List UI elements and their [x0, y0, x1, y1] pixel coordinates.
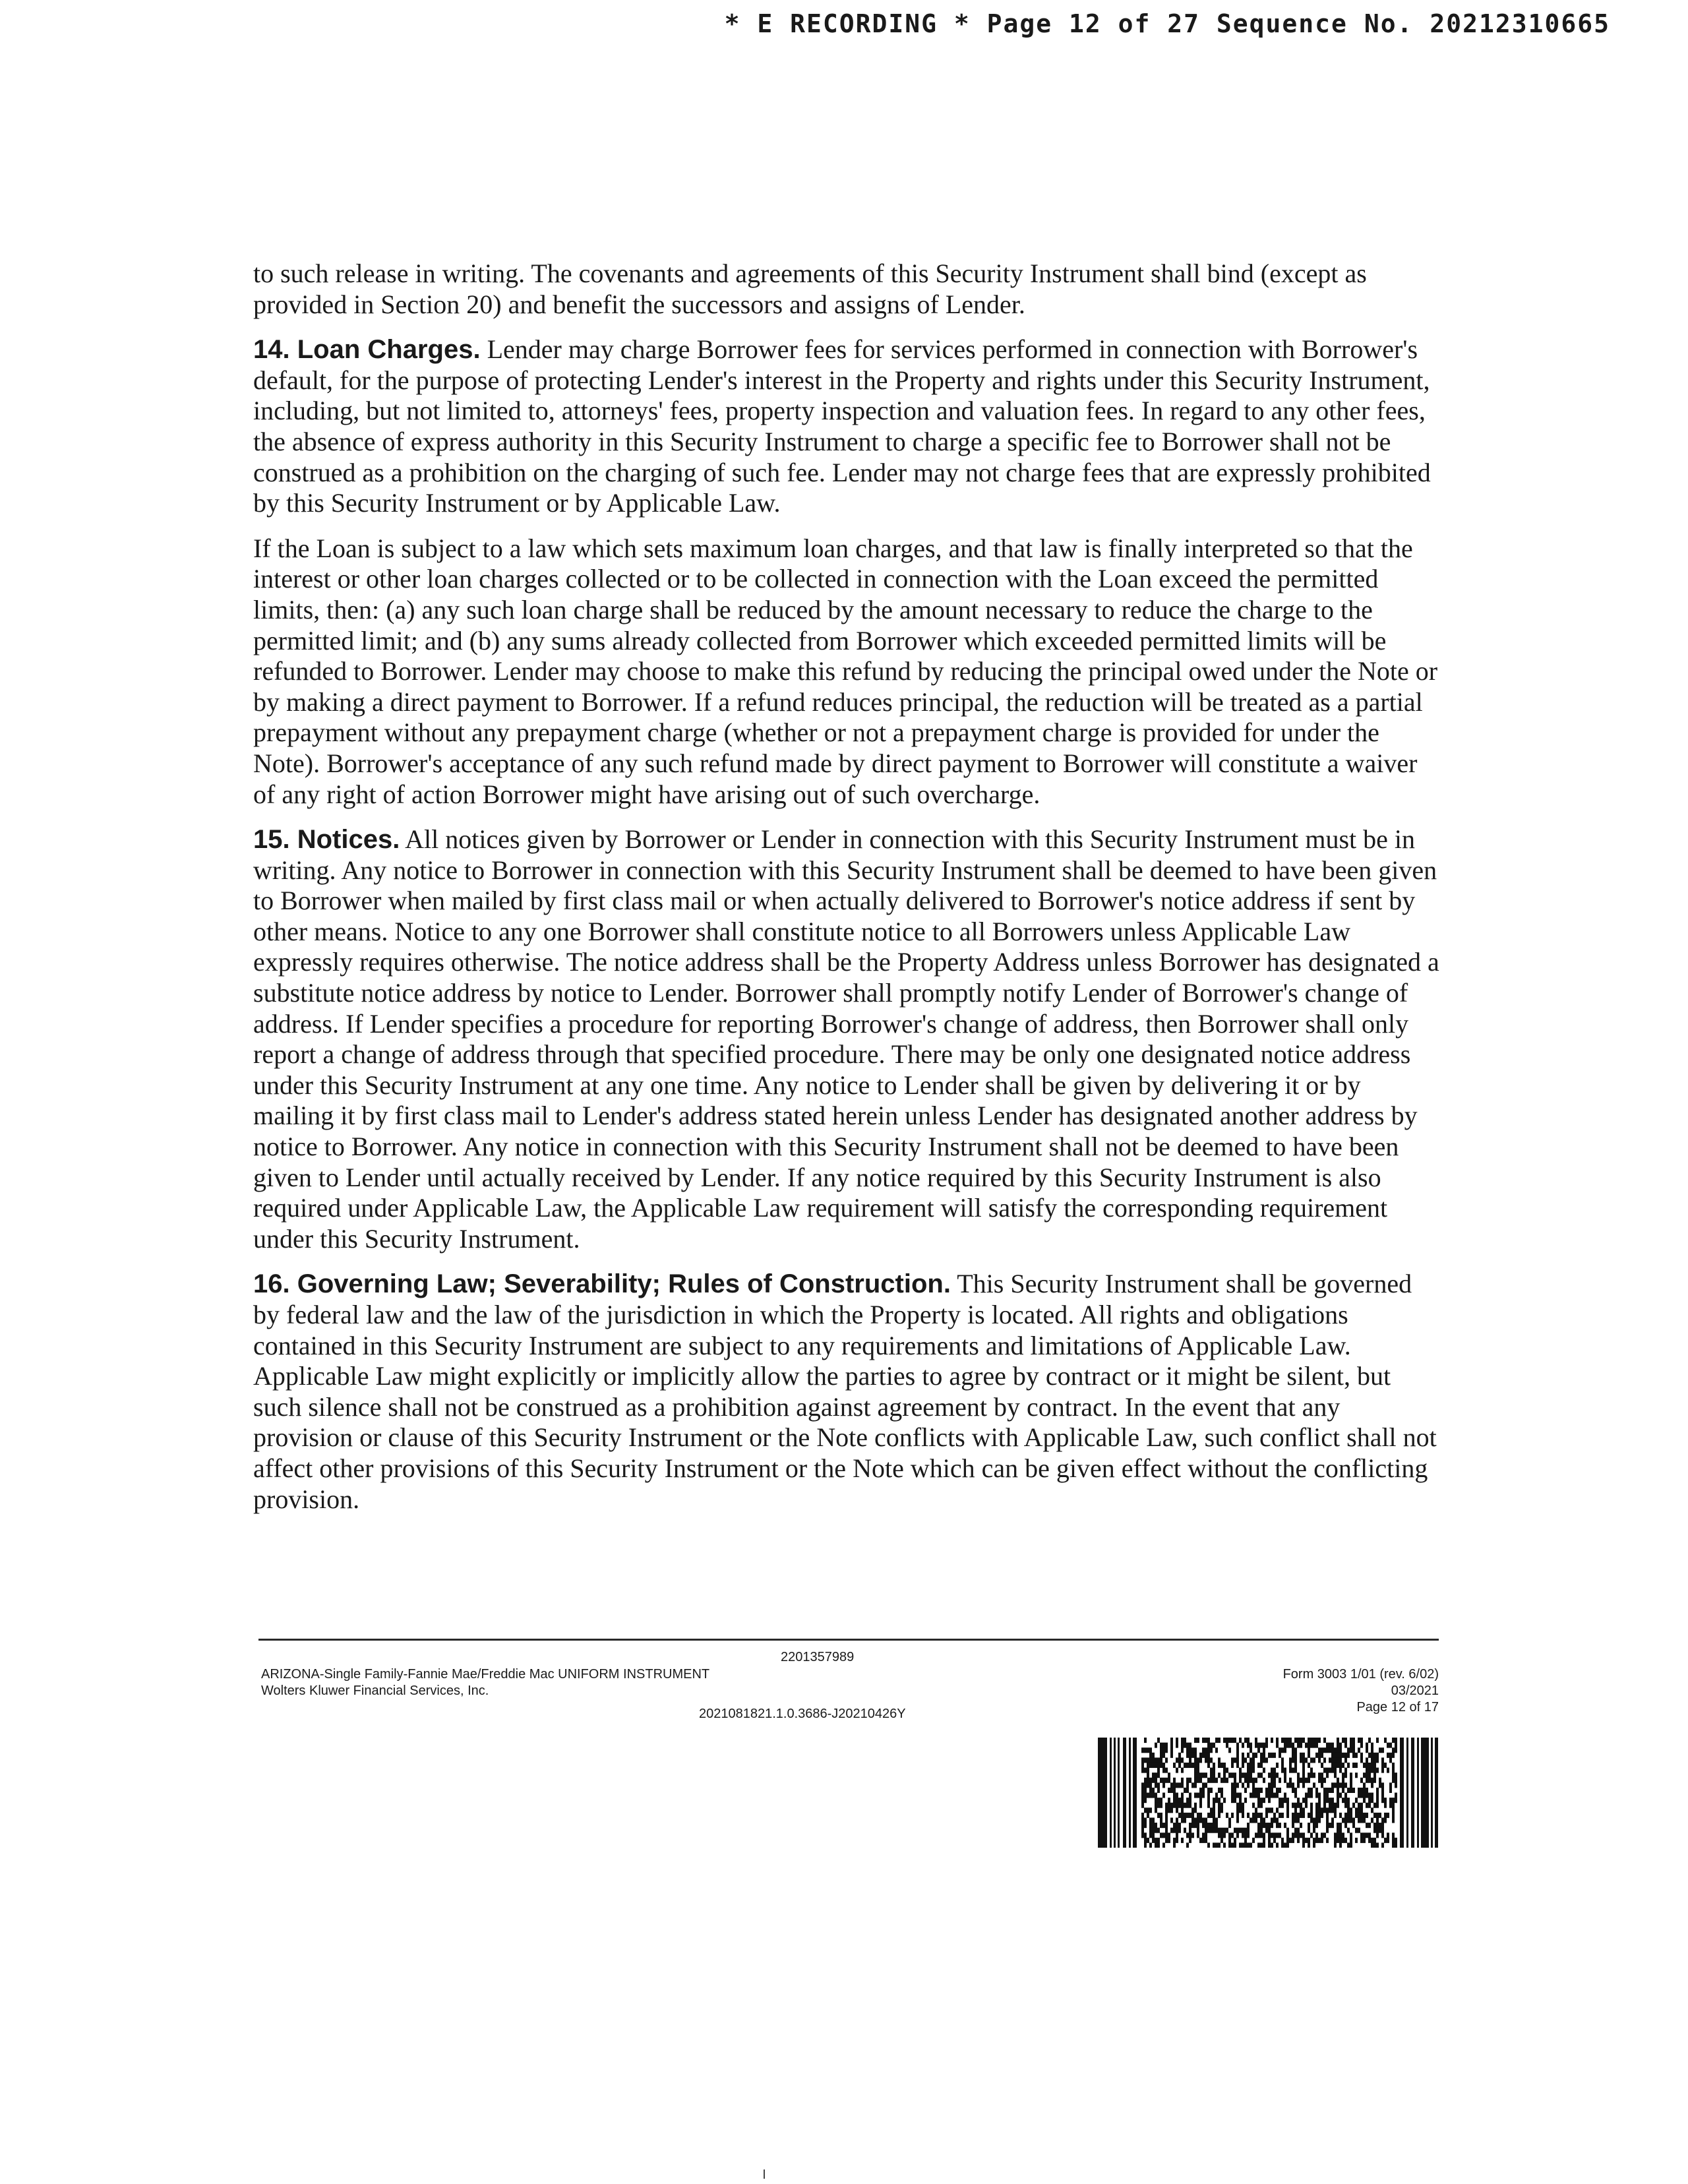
section-15-title: 15. Notices. [253, 825, 400, 855]
footer-divider [258, 1639, 1439, 1641]
section-14-title: 14. Loan Charges. [253, 335, 481, 365]
footer-form-number: Form 3003 1/01 (rev. 6/02) [1282, 1667, 1439, 1682]
section-15-text: All notices given by Borrower or Lender in connection with this Security Instrument must be in writing. Any notice to Borrower in connection with this Security Instrument shall be deemed to have been given to Borrower when mailed by first class mail or when actually delivered to Borrower's notice address if sent by other means. Notice to any one Borrower shall constitute notice to all Borrowers unless Applicable Law expressly requires otherwise. The notice address shall be the Property Address unless Borrower has designated a substitute notice address by notice to Lender. Borrower shall promptly notify Lender of Borrower's change of address. If Lender specifies a procedure for reporting Borrower's change of address, then Borrower shall only report a change of address through that specified procedure. There may be only one designated notice address under this Security Instrument at any one time. Any notice to Lender shall be given by delivering it or by mailing it by first class mail to Lender's address stated herein unless Lender has designated another address by notice to Borrower. Any notice in connection with this Security Instrument shall not be deemed to have been given to Lender until actually received by Lender. If any notice required by this Security Instrument is also required under Applicable Law, the Applicable Law requirement will satisfy the corresponding requirement under this Security Instrument. [253, 824, 1439, 1254]
section-16-title: 16. Governing Law; Severability; Rules of Construction. [253, 1269, 951, 1299]
footer-instrument-title: ARIZONA-Single Family-Fannie Mae/Freddie Mac UNIFORM INSTRUMENT [261, 1667, 710, 1682]
barcode-data-area [1141, 1738, 1397, 1848]
pdf417-barcode-icon [1098, 1738, 1439, 1848]
section-14-paragraph-1 [253, 334, 1440, 519]
section-14-paragraph-2: If the Loan is subject to a law which sets maximum loan charges, and that law is finally interpreted so that the interest or other loan charges collected or to be collected in connection with the Loan exceed the permitted limits, then: (a) any such loan charge shall be reduced by the amount necessary to reduce the charge to the permitted limit; and (b) any sums already collected from Borrower which exceeded permitted limits will be refunded to Borrower. Lender may choose to make this refund by reducing the principal owed under the Note or by making a direct payment to Borrower. If a refund reduces principal, the reduction will be treated as a partial prepayment without any prepayment charge (whether or not a prepayment charge is provided for under the Note). Borrower's acceptance of any such refund made by direct payment to Borrower will constitute a waiver of any right of action Borrower might have arising out of such overcharge. [253, 533, 1438, 809]
section-15-paragraph [253, 824, 1440, 1254]
footer-form-date: 03/2021 [1391, 1684, 1439, 1698]
barcode-stop-pattern [1400, 1738, 1438, 1848]
barcode-start-pattern [1098, 1738, 1137, 1848]
footer-document-id: 2021081821.1.0.3686-J20210426Y [699, 1707, 906, 1721]
footer-form-info [1283, 1666, 1439, 1716]
document-body [253, 258, 1440, 1529]
section-16-text: This Security Instrument shall be governed by federal law and the law of the jurisdiction in which the Property is located. All rights and obligations contained in this Security Instrument are subject to any requirements and limitations of Applicable Law. Applicable Law might explicitly or implicitly allow the parties to agree by contract or it might be silent, but such silence shall not be construed as a prohibition against agreement by contract. In the event that any provision or clause of this Security Instrument or the Note conflicts with Applicable Law, such conflict shall not affect other provisions of this Security Instrument or the Note which can be given effect without the conflicting provision. [253, 1269, 1437, 1514]
section-16-paragraph [253, 1269, 1440, 1515]
intro-paragraph: to such release in writing. The covenants and agreements of this Security Instrument shall bind (except as provided in Section 20) and benefit the successors and assigns of Lender. [253, 258, 1367, 319]
recording-header: * E RECORDING * Page 12 of 27 Sequence No. 20212310665 [724, 9, 1610, 38]
footer-loan-number: 2201357989 [781, 1650, 855, 1664]
footer-vendor: Wolters Kluwer Financial Services, Inc. [261, 1684, 489, 1698]
footer-page-label: Page 12 of 17 [1356, 1700, 1439, 1714]
scan-mark [764, 2169, 765, 2179]
section-14-text: Lender may charge Borrower fees for services performed in connection with Borrower's default, for the purpose of protecting Lender's interest in the Property and rights under this Security Instrument, including, but not limited to, attorneys' fees, property inspection and valuation fees. In regard to any other fees, the absence of express authority in this Security Instrument to charge a specific fee to Borrower shall not be construed as a prohibition on the charging of such fee. Lender may not charge fees that are expressly prohibited by this Security Instrument or by Applicable Law. [253, 334, 1431, 518]
